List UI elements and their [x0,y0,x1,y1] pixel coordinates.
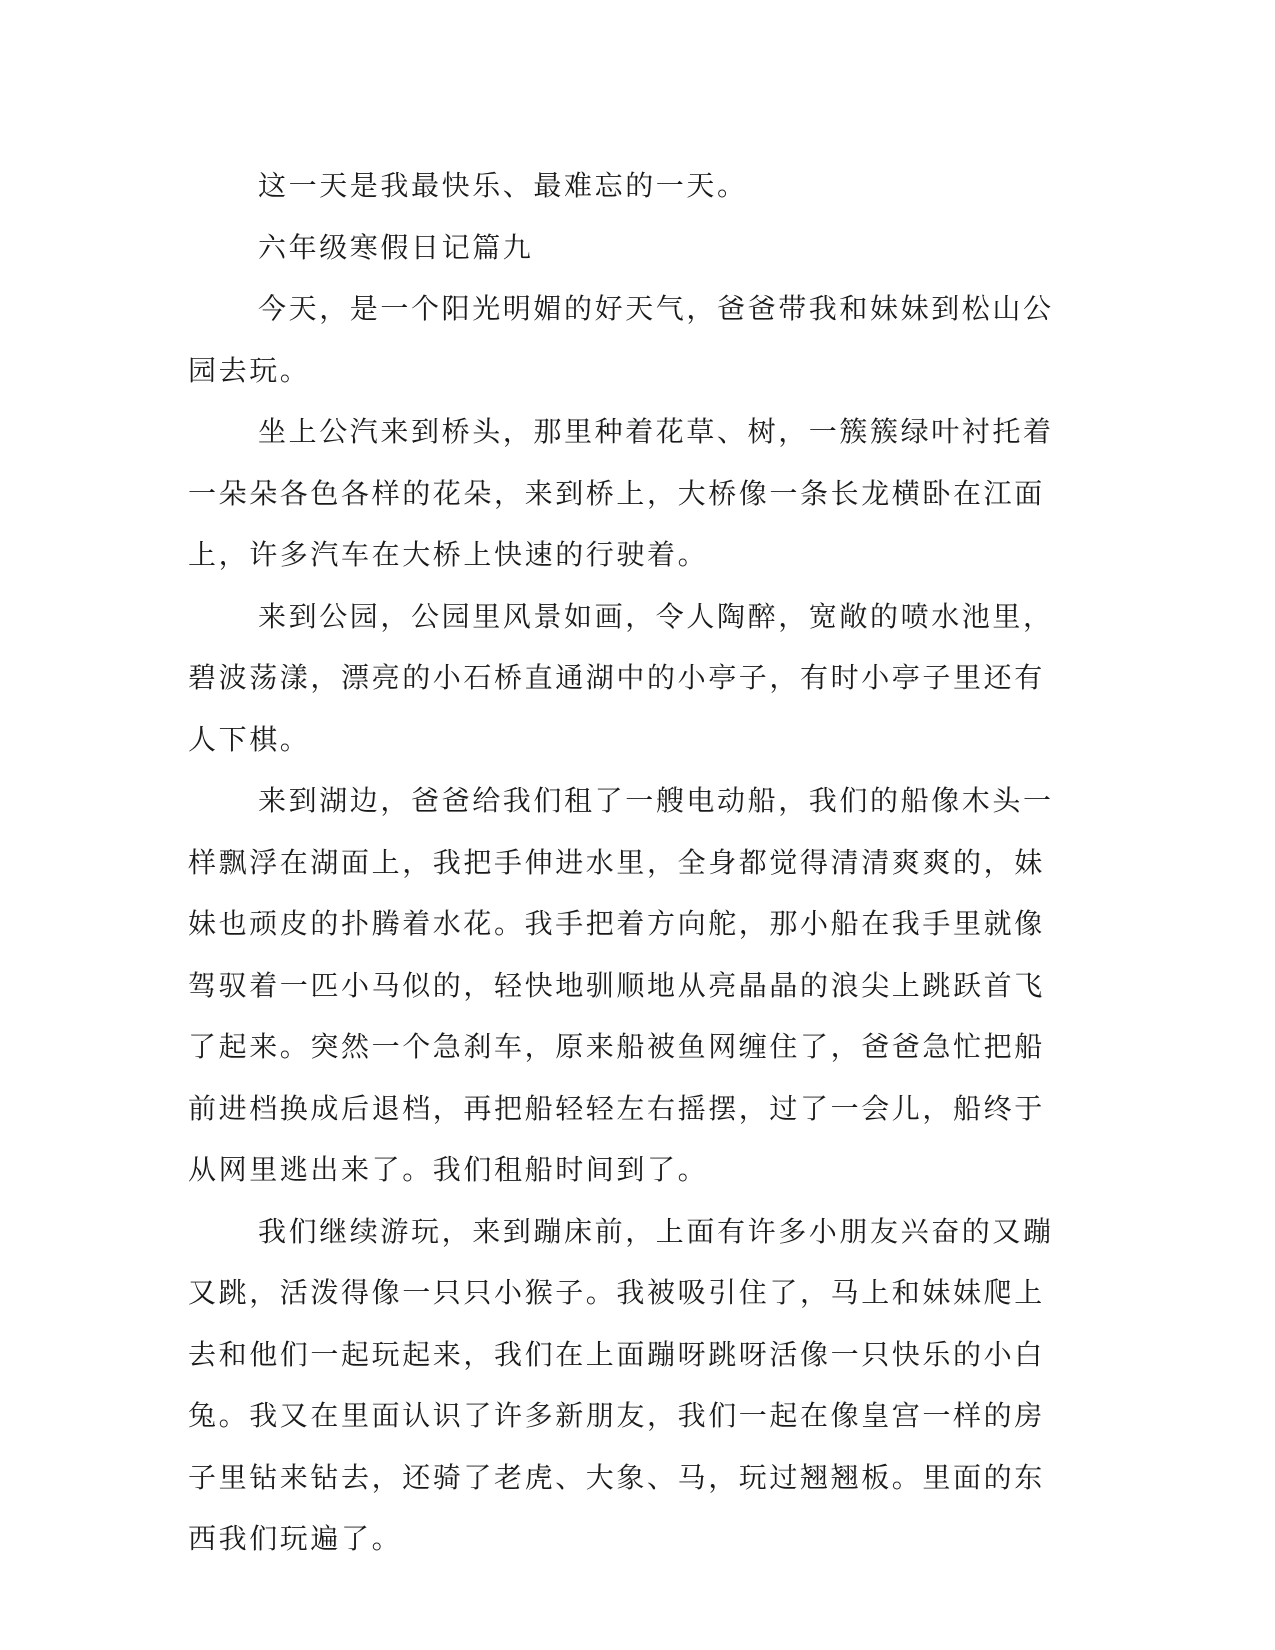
paragraph-closing-line: 这一天是我最快乐、最难忘的一天。 [258,169,748,202]
paragraph-park: 来到公园，公园里风景如画，令人陶醉，宽敞的喷水池里，碧波荡漾，漂亮的小石桥直通湖中的小亭子，有时小亭子里还有人下棋。 [188,599,1054,756]
document-body [188,155,1068,1570]
diary-entry-title: 六年级寒假日记篇九 [258,230,534,264]
paragraph-bridge: 坐上公汽来到桥头，那里种着花草、树，一簇簇绿叶衬托着一朵朵各色各样的花朵，来到桥上，大桥像一条长龙横卧在江面上，许多汽车在大桥上快速的行驶着。 [188,415,1054,571]
paragraph-trampoline: 我们继续游玩，来到蹦床前，上面有许多小朋友兴奋的又蹦又跳，活泼得像一只只小猴子。我被吸引住了，马上和妹妹爬上去和他们一起玩起来，我们在上面蹦呀跳呀活像一只快乐的小白兔。我又在里面认识了许多新朋友，我们一起在像皇宫一样的房子里钻来钻去，还骑了老虎、大象、马，玩过翘翘板。里面的东西我们玩遍了。 [188,1214,1054,1555]
paragraph-intro: 今天，是一个阳光明媚的好天气，爸爸带我和妹妹到松山公园去玩。 [188,292,1054,387]
paragraph-lake-boat: 来到湖边，爸爸给我们租了一艘电动船，我们的船像木头一样飘浮在湖面上，我把手伸进水里，全身都觉得清清爽爽的，妹妹也顽皮的扑腾着水花。我手把着方向舵，那小船在我手里就像驾驭着一匹小马似的，轻快地驯顺地从亮晶晶的浪尖上跳跃首飞了起来。突然一个急刹车，原来船被鱼网缠住了，爸爸急忙把船前进档换成后退档，再把船轻轻左右摇摆，过了一会儿，船终于从网里逃出来了。我们租船时间到了。 [188,784,1054,1186]
